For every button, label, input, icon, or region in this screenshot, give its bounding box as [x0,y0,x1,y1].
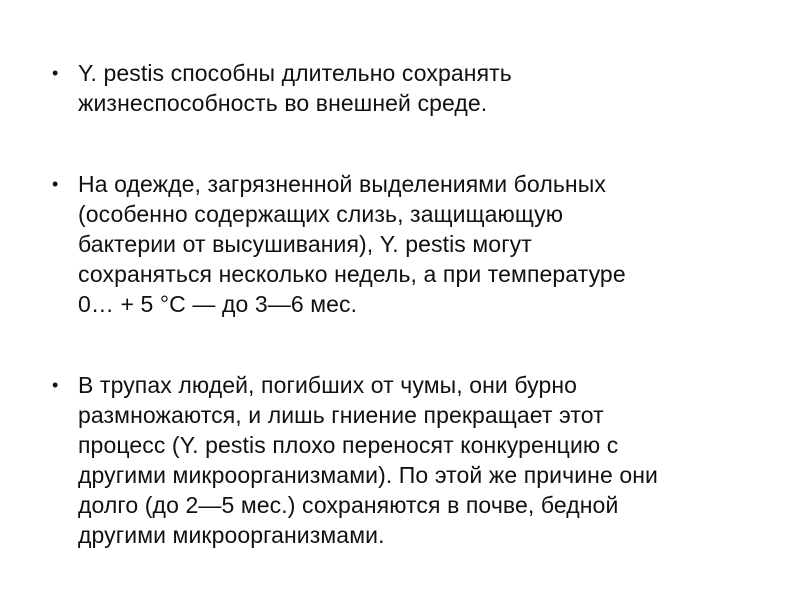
bullet-marker: • [52,375,59,395]
bullet-marker: • [52,63,59,83]
bullet-3-line-6: другими микроорганизмами. [78,522,385,548]
bullet-3-line-3: процесс (Y. pestis плохо переносят конкуренцию с [78,432,619,458]
bullet-3-line-2: размножаются, и лишь гниение прекращает этот [78,402,604,428]
bullet-2-line-5: 0… + 5 °С — до 3—6 мес. [78,291,358,317]
bullet-2-line-1: На одежде, загрязненной выделениями больных [78,171,606,197]
bullet-1-line-1: Y. pestis способны длительно сохранять [78,60,512,86]
bullet-3-line-4: другими микроорганизмами). По этой же причине они [78,462,658,488]
bullet-2-line-3: бактерии от высушивания), Y. pestis могут [78,231,532,257]
bullet-3-line-5: долго (до 2—5 мес.) сохраняются в почве, бедной [78,492,619,518]
bullet-marker: • [52,174,59,194]
bullet-3-line-1: В трупах людей, погибших от чумы, они бурно [78,372,578,398]
bullet-2-line-2: (особенно содержащих слизь, защищающую [78,201,564,227]
bullet-2-line-4: сохраняться несколько недель, а при температуре [78,261,626,287]
bullet-1-line-2: жизнеспособность во внешней среде. [78,90,488,116]
